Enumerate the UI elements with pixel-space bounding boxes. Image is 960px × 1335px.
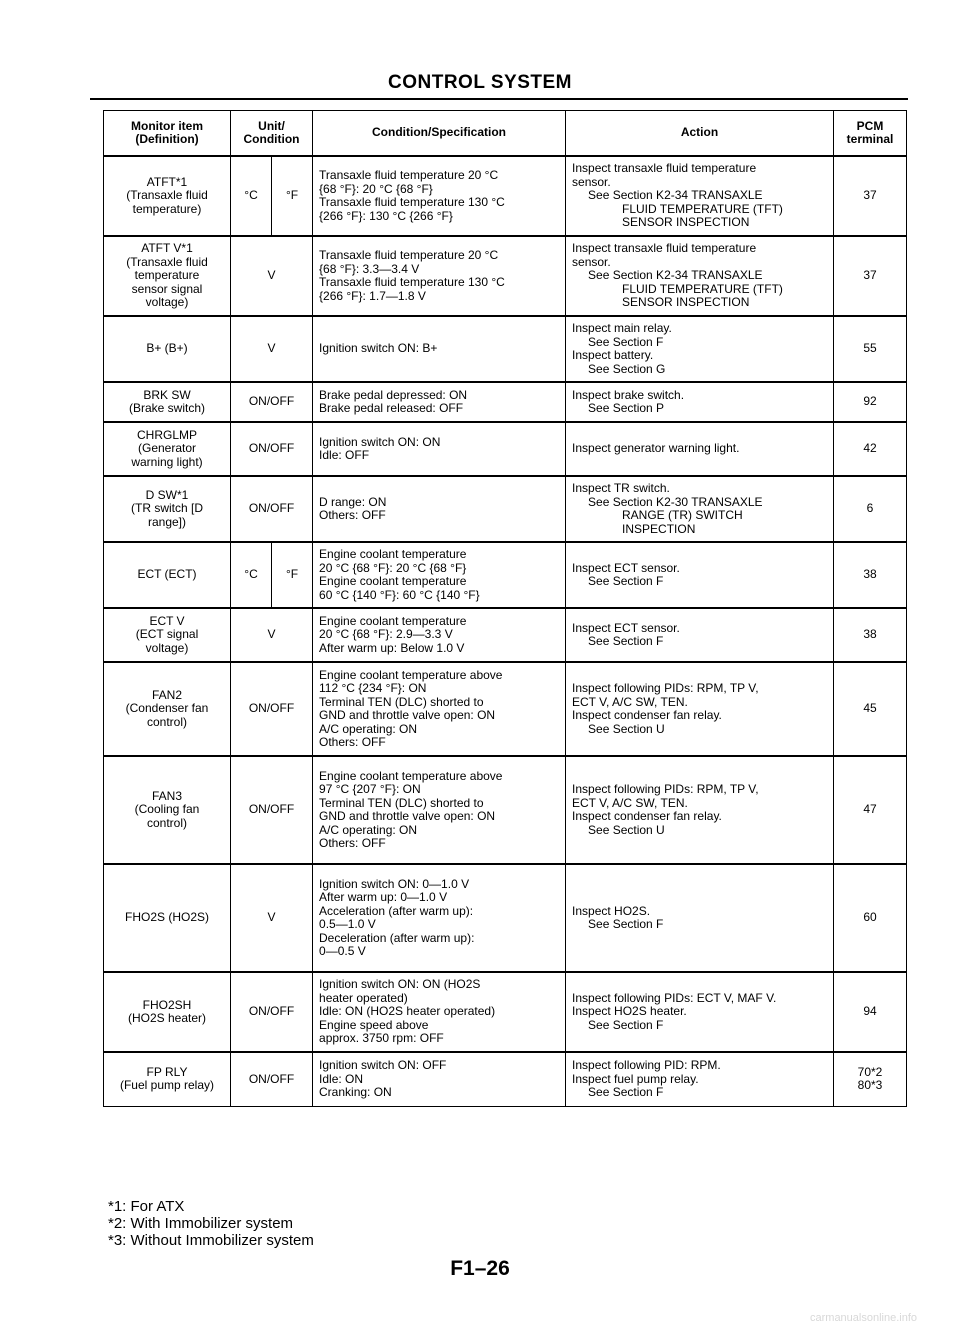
condition-cell: Ignition switch ON: OFF Idle: ON Cranking: ON [313, 1052, 566, 1106]
unit-cell: V [231, 316, 313, 382]
monitor-item-cell: FAN2 (Condenser fan control) [104, 662, 231, 756]
unit-cell: V [231, 864, 313, 972]
table-row [104, 422, 907, 476]
unit-cell: °C [231, 542, 272, 608]
header-condition-specification: Condition/Specification [313, 111, 566, 157]
action-cell: Inspect transaxle fluid temperature sensor. See Section K2-34 TRANSAXLE FLUID TEMPERATURE (TFT) SENSOR INSPECTION [566, 236, 834, 316]
page-title: CONTROL SYSTEM [388, 72, 572, 93]
unit-cell: ON/OFF [231, 756, 313, 864]
page-number: F1–26 [450, 1257, 510, 1280]
condition-cell: Engine coolant temperature 20 °C {68 °F}: 20 °C {68 °F} Engine coolant temperature 60 °C {140 °F}: 60 °C {140 °F} [313, 542, 566, 608]
table-row [104, 476, 907, 542]
pcm-terminal-cell: 55 [834, 316, 907, 382]
table-row [104, 156, 907, 236]
monitor-table [103, 110, 907, 1107]
unit-cell: °C [231, 156, 272, 236]
footnote: *3: Without Immobilizer system [108, 1232, 314, 1249]
monitor-item-cell: ATFT V*1 (Transaxle fluid temperature sensor signal voltage) [104, 236, 231, 316]
table-row [104, 542, 907, 608]
action-cell: Inspect main relay. See Section F Inspect battery. See Section G [566, 316, 834, 382]
condition-cell: Engine coolant temperature above 112 °C {234 °F}: ON Terminal TEN (DLC) shorted to GND and throttle valve open: ON A/C operating: ON Others: OFF [313, 662, 566, 756]
unit-cell: ON/OFF [231, 422, 313, 476]
action-cell: Inspect following PID: RPM. Inspect fuel pump relay. See Section F [566, 1052, 834, 1106]
footnote: *1: For ATX [108, 1198, 185, 1215]
header-pcm-terminal: PCM terminal [834, 111, 907, 157]
condition-cell: Ignition switch ON: 0—1.0 V After warm up: 0—1.0 V Acceleration (after warm up): 0.5—1.0 V Deceleration (after warm up): 0—0.5 V [313, 864, 566, 972]
monitor-item-cell: ECT V (ECT signal voltage) [104, 608, 231, 662]
unit-cell: °F [272, 156, 313, 236]
monitor-item-cell: D SW*1 (TR switch [D range]) [104, 476, 231, 542]
table-header-row [104, 111, 907, 157]
unit-cell: V [231, 608, 313, 662]
monitor-item-cell: BRK SW (Brake switch) [104, 382, 231, 422]
action-cell: Inspect generator warning light. [566, 422, 834, 476]
title-rule [90, 98, 908, 100]
condition-cell: Engine coolant temperature above 97 °C {207 °F}: ON Terminal TEN (DLC) shorted to GND and throttle valve open: ON A/C operating: ON Others: OFF [313, 756, 566, 864]
action-cell: Inspect following PIDs: ECT V, MAF V. Inspect HO2S heater. See Section F [566, 972, 834, 1052]
table-row [104, 1052, 907, 1106]
table-row [104, 864, 907, 972]
table-row [104, 236, 907, 316]
monitor-item-cell: CHRGLMP (Generator warning light) [104, 422, 231, 476]
pcm-terminal-cell: 38 [834, 608, 907, 662]
action-cell: Inspect following PIDs: RPM, TP V, ECT V, A/C SW, TEN. Inspect condenser fan relay. See Section U [566, 662, 834, 756]
monitor-item-cell: ATFT*1 (Transaxle fluid temperature) [104, 156, 231, 236]
monitor-item-cell: FHO2S (HO2S) [104, 864, 231, 972]
unit-cell: °F [272, 542, 313, 608]
table-row [104, 382, 907, 422]
table-row [104, 972, 907, 1052]
table-row [104, 608, 907, 662]
action-cell: Inspect HO2S. See Section F [566, 864, 834, 972]
condition-cell: Brake pedal depressed: ON Brake pedal released: OFF [313, 382, 566, 422]
condition-cell: Transaxle fluid temperature 20 °C {68 °F}: 20 °C {68 °F} Transaxle fluid temperature 130 °C {266 °F}: 130 °C {266 °F} [313, 156, 566, 236]
condition-cell: Ignition switch ON: B+ [313, 316, 566, 382]
pcm-terminal-cell: 37 [834, 156, 907, 236]
footnotes [108, 1198, 314, 1249]
pcm-terminal-cell: 6 [834, 476, 907, 542]
monitor-item-cell: B+ (B+) [104, 316, 231, 382]
unit-cell: ON/OFF [231, 662, 313, 756]
pcm-terminal-cell: 70*2 80*3 [834, 1052, 907, 1106]
pcm-terminal-cell: 60 [834, 864, 907, 972]
unit-cell: ON/OFF [231, 476, 313, 542]
action-cell: Inspect brake switch. See Section P [566, 382, 834, 422]
monitor-item-cell: FP RLY (Fuel pump relay) [104, 1052, 231, 1106]
pcm-terminal-cell: 38 [834, 542, 907, 608]
pcm-terminal-cell: 45 [834, 662, 907, 756]
action-cell: Inspect transaxle fluid temperature sensor. See Section K2-34 TRANSAXLE FLUID TEMPERATURE (TFT) SENSOR INSPECTION [566, 156, 834, 236]
condition-cell: Ignition switch ON: ON Idle: OFF [313, 422, 566, 476]
pcm-terminal-cell: 94 [834, 972, 907, 1052]
unit-cell: ON/OFF [231, 382, 313, 422]
header-unit-condition: Unit/ Condition [231, 111, 313, 157]
condition-cell: D range: ON Others: OFF [313, 476, 566, 542]
condition-cell: Engine coolant temperature 20 °C {68 °F}: 2.9—3.3 V After warm up: Below 1.0 V [313, 608, 566, 662]
table-row [104, 756, 907, 864]
monitor-item-cell: FHO2SH (HO2S heater) [104, 972, 231, 1052]
condition-cell: Ignition switch ON: ON (HO2S heater operated) Idle: ON (HO2S heater operated) Engine speed above approx. 3750 rpm: OFF [313, 972, 566, 1052]
pcm-terminal-cell: 47 [834, 756, 907, 864]
header-action: Action [566, 111, 834, 157]
pcm-terminal-cell: 42 [834, 422, 907, 476]
pcm-terminal-cell: 92 [834, 382, 907, 422]
table-row [104, 662, 907, 756]
unit-cell: ON/OFF [231, 972, 313, 1052]
monitor-item-cell: ECT (ECT) [104, 542, 231, 608]
action-cell: Inspect ECT sensor. See Section F [566, 608, 834, 662]
watermark: carmanualsonline.info [810, 1312, 918, 1324]
action-cell: Inspect TR switch. See Section K2-30 TRANSAXLE RANGE (TR) SWITCH INSPECTION [566, 476, 834, 542]
unit-cell: ON/OFF [231, 1052, 313, 1106]
header-monitor-item: Monitor item (Definition) [104, 111, 231, 157]
condition-cell: Transaxle fluid temperature 20 °C {68 °F}: 3.3—3.4 V Transaxle fluid temperature 130 °C {266 °F}: 1.7—1.8 V [313, 236, 566, 316]
table-row [104, 316, 907, 382]
pcm-terminal-cell: 37 [834, 236, 907, 316]
action-cell: Inspect ECT sensor. See Section F [566, 542, 834, 608]
action-cell: Inspect following PIDs: RPM, TP V, ECT V, A/C SW, TEN. Inspect condenser fan relay. See Section U [566, 756, 834, 864]
unit-cell: V [231, 236, 313, 316]
footnote: *2: With Immobilizer system [108, 1215, 294, 1232]
monitor-item-cell: FAN3 (Cooling fan control) [104, 756, 231, 864]
